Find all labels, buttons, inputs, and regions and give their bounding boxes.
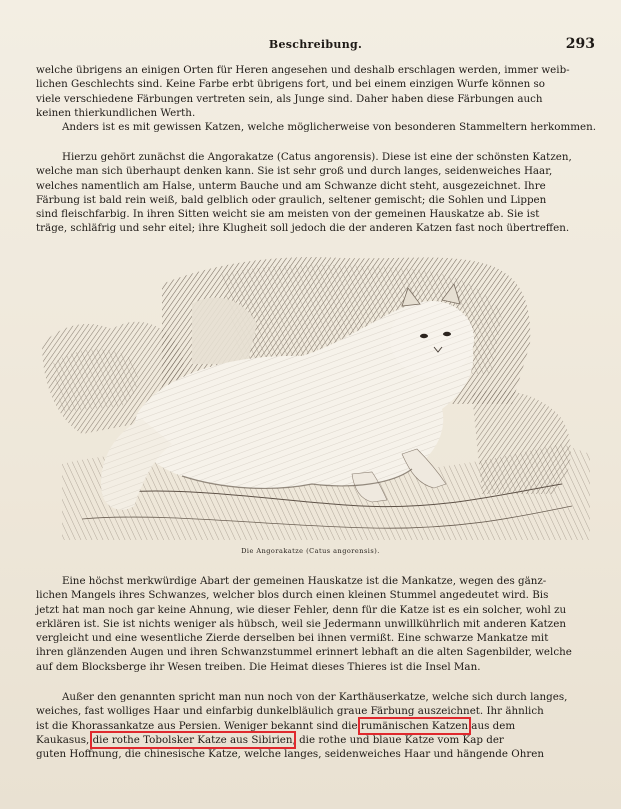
text-line: Eine höchst merkwürdige Abart der gemeinen Hauskatze ist die Mankatze, wegen des gänz- — [62, 575, 547, 587]
text-run: ist die Khorassankatze aus Persien. Weniger bekannt sind die — [36, 719, 361, 732]
text-line: jetzt hat man noch gar keine Ahnung, wie dieser Fehler, denn für die Katze ist es ein solcher, wohl zu — [36, 603, 567, 616]
paragraph-1 — [36, 63, 596, 134]
figure-caption: Die Angorakatze (Catus angorensis). — [241, 547, 380, 555]
text-line: Außer den genannten spricht man nun noch von der Karthäuserkatze, welche sich durch langes, — [62, 691, 568, 703]
text-line — [36, 719, 596, 733]
text-line: weiches, fast wolliges Haar und einfarbig dunkelbläulich graue Färbung auszeichnet. Ihr ähnlich — [36, 705, 544, 718]
text-line: ihren glänzenden Augen und ihren Schwanzstummel erinnert lebhaft an die alten Sagenbilder, welche — [36, 646, 572, 659]
text-line: erklären ist. Sie ist nichts weniger als hübsch, weil sie Jedermann unwillkührlich mit anderen Katzen — [36, 617, 566, 630]
text-line — [36, 733, 596, 747]
highlighted-phrase-rumanian-cats: rumänischen Katzen — [360, 719, 469, 732]
text-line: guten Hoffnung, die chinesische Katze, welche langes, seidenweiches Haar und hängende Ohren — [36, 748, 544, 761]
highlighted-phrase-tobolsk-cat: die rothe Tobolsker Katze aus Sibirien — [92, 733, 293, 746]
text-line: keinen thierkundlichen Werth. — [36, 106, 196, 119]
text-line: Anders ist es mit gewissen Katzen, welche möglicherweise von besonderen Stammeltern herkommen. — [62, 121, 596, 134]
engraving-svg — [42, 244, 590, 540]
paragraph-3 — [36, 574, 596, 674]
paragraph-2 — [36, 150, 596, 236]
running-title: Beschreibung. — [268, 38, 363, 51]
text-line: sind fleischfarbig. In ihren Sitten weicht sie am meisten von der gemeinen Hauskatze ab. Sie ist — [36, 208, 540, 221]
text-line: Hierzu gehört zunächst die Angorakatze (Catus angorensis). Diese ist eine der schönsten Katzen, — [62, 151, 572, 163]
text-line: welche übrigens an einigen Orten für Heren angesehen und deshalb erschlagen werden, immer weib- — [36, 64, 570, 76]
paragraph-4 — [36, 690, 596, 761]
page-header — [36, 38, 595, 56]
text-line: welches namentlich am Halse, unterm Bauche und am Schwanze dicht steht, ausgezeichnet. Ihre — [36, 179, 546, 192]
text-line: lichen Mangels ihres Schwanzes, welcher blos durch einen kleinen Stummel angedeutet wird. Bis — [36, 589, 549, 602]
text-run: Kaukasus, — [36, 733, 93, 746]
text-line: Färbung ist bald rein weiß, bald gelblich oder graulich, seltener gemischt; die Sohlen und Lippen — [36, 193, 547, 206]
text-run: aus dem — [468, 719, 516, 732]
text-line: lichen Geschlechts sind. Keine Farbe erbt übrigens fort, und bei einem einzigen Wurfe können so — [36, 78, 545, 91]
text-line: auf dem Blocksberge ihr Wesen treiben. Die Heimat dieses Thieres ist die Insel Man. — [36, 660, 481, 673]
page-number: 293 — [565, 36, 595, 52]
text-run: , die rothe und blaue Katze vom Kap der — [292, 733, 504, 746]
text-line: träge, schläfrig und sehr eitel; ihre Klugheit soll jedoch die der anderen Katzen fast noch übertreffen. — [36, 222, 570, 235]
text-line: welche man sich überhaupt denken kann. Sie ist sehr groß und durch langes, seidenweiches Haar, — [36, 165, 553, 178]
angora-cat-engraving — [42, 244, 590, 540]
text-line: viele verschiedene Färbungen vertreten sein, als Junge sind. Daher haben diese Färbungen auch — [36, 92, 543, 105]
text-line: vergleicht und eine wesentliche Zierde derselben bei ihnen vermißt. Eine schwarze Mankatze mit — [36, 632, 549, 645]
